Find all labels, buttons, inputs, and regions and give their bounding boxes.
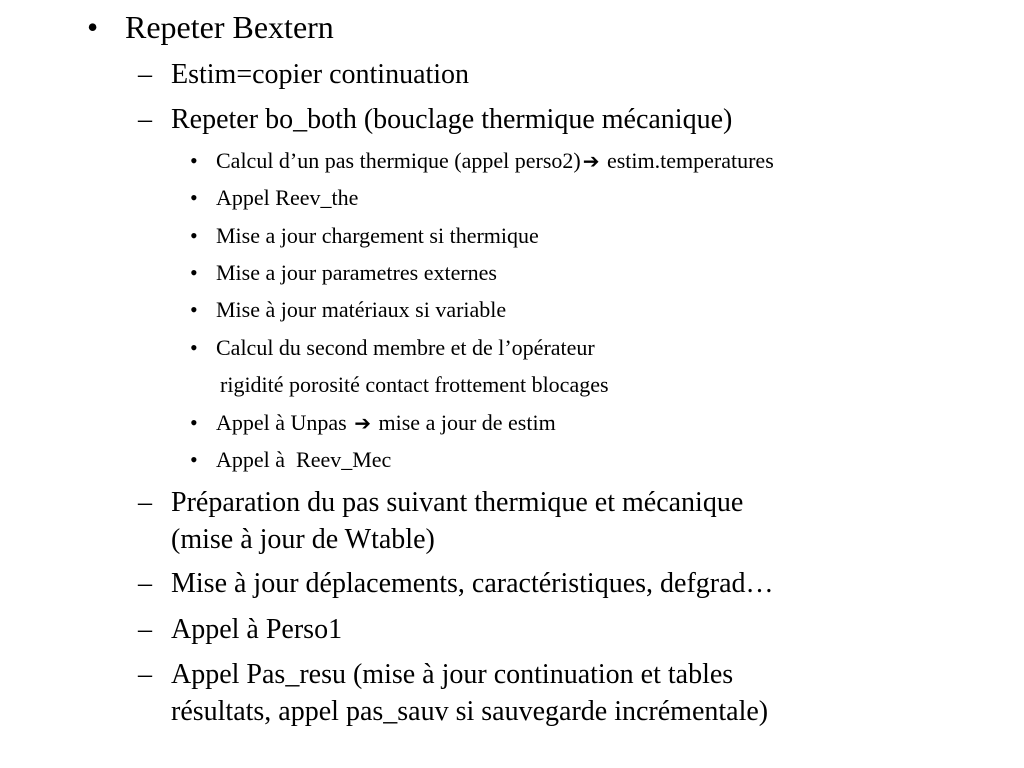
sub-bullet-text [216, 147, 774, 175]
sub-bullet-marker: • [190, 260, 198, 285]
dash-text: résultats, appel pas_sauv si sauvegarde incrémentale) [171, 696, 769, 727]
sub-bullet-text-part: Calcul d’un pas thermique (appel perso2) [216, 148, 581, 173]
dash-text: (mise à jour de Wtable) [171, 524, 435, 555]
sub-bullet-marker: • [190, 297, 198, 322]
dash-marker: – [138, 487, 152, 518]
bullet-text: Repeter Bextern [125, 9, 334, 45]
sub-bullet-text [216, 409, 556, 437]
sub-bullet-marker: • [190, 148, 198, 173]
sub-bullet-text-part: Appel à Unpas [216, 410, 353, 435]
arrow-right-icon: ➔ [582, 149, 600, 173]
sub-bullet-marker: • [190, 410, 198, 435]
dash-text: Repeter bo_both (bouclage thermique mécanique) [171, 104, 733, 135]
sub-bullet-text: Appel à Reev_Mec [216, 447, 392, 472]
sub-bullet-text: Mise à jour matériaux si variable [216, 297, 507, 322]
dash-text: Appel Pas_resu (mise à jour continuation et tables [171, 659, 734, 690]
bullet-marker: • [87, 9, 99, 45]
arrow-right-icon: ➔ [354, 411, 372, 435]
sub-bullet-text: Calcul du second membre et de l’opérateur [216, 335, 595, 360]
sub-bullet-text: Mise a jour parametres externes [216, 260, 497, 285]
sub-bullet-marker: • [190, 447, 198, 472]
sub-bullet-text-part: mise a jour de estim [373, 410, 556, 435]
sub-bullet-text: Appel Reev_the [216, 185, 359, 210]
sub-bullet-text: Mise a jour chargement si thermique [216, 223, 539, 248]
sub-bullet-marker: • [190, 185, 198, 210]
dash-text: Estim=copier continuation [171, 59, 470, 90]
dash-text: Préparation du pas suivant thermique et mécanique [171, 487, 744, 518]
sub-bullet-text-part: estim.temperatures [601, 148, 774, 173]
dash-marker: – [138, 614, 152, 645]
dash-marker: – [138, 568, 152, 599]
dash-text: Mise à jour déplacements, caractéristiques, defgrad… [171, 568, 774, 599]
dash-marker: – [138, 104, 152, 135]
sub-bullet-marker: • [190, 223, 198, 248]
dash-marker: – [138, 659, 152, 690]
dash-marker: – [138, 59, 152, 90]
sub-bullet-marker: • [190, 335, 198, 360]
dash-text: Appel à Perso1 [171, 614, 343, 645]
sub-bullet-text: rigidité porosité contact frottement blocages [220, 372, 609, 397]
